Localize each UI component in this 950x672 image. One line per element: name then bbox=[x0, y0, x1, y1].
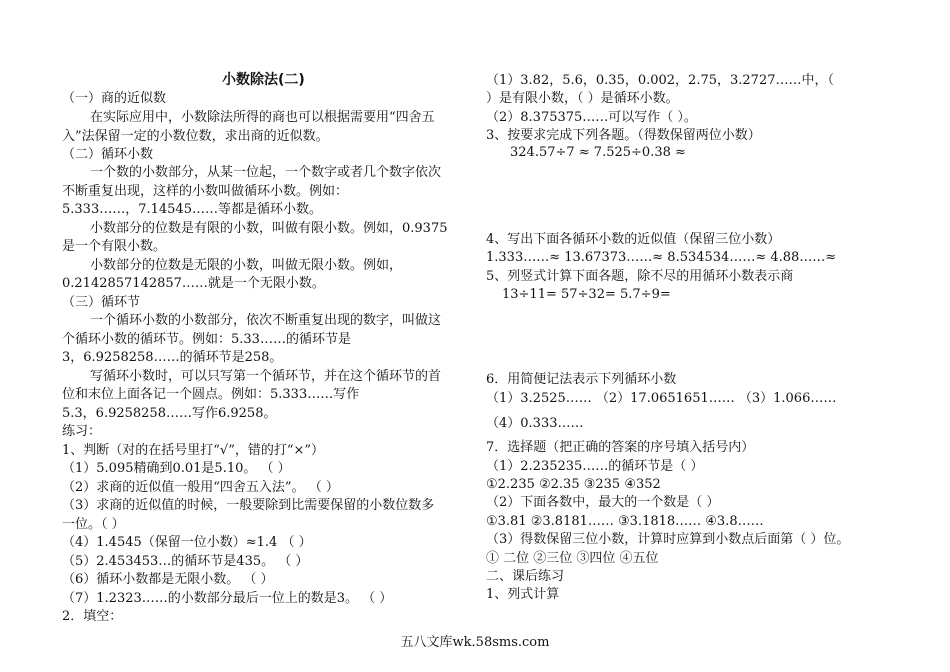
left-line: （2）求商的近似值一般用“四舍五入法”。 （ ） bbox=[62, 480, 339, 495]
left-line: 5.333……，7.14545……等都是循环小数。 bbox=[62, 202, 322, 217]
left-line: 2．填空： bbox=[62, 609, 123, 624]
left-line: 小数部分的位数是无限的小数，叫做无限小数。例如， bbox=[90, 258, 403, 273]
left-line: 入”法保留一定的小数位数，求出商的近似数。 bbox=[62, 129, 329, 144]
right-line: 二、课后练习 bbox=[486, 569, 565, 584]
right-line: ①3.81 ②3.8181…… ③3.1818…… ④3.8…… bbox=[486, 514, 764, 529]
left-line: （三）循环节 bbox=[62, 295, 141, 310]
right-line: 7．选择题（把正确的答案的序号填入括号内） bbox=[486, 440, 755, 455]
left-line: （5）2.453453…的循环节是435。 （ ） bbox=[62, 554, 309, 569]
right-line: （1）2.235235……的循环节是（ ） bbox=[486, 459, 704, 474]
left-line: （7）1.2323……的小数部分最后一位上的数是3。 （ ） bbox=[62, 591, 393, 606]
page-title: 小数除法(二) bbox=[222, 72, 305, 88]
left-line: 一个循环小数的小数部分，依次不断重复出现的数字，叫做这 bbox=[90, 313, 442, 328]
left-line: 1、判断（对的在括号里打“√”，错的打“×”） bbox=[62, 443, 325, 458]
right-line: 13÷11= 57÷32= 5.7÷9= bbox=[502, 287, 671, 302]
right-line: ①2.235 ②2.35 ③235 ④352 bbox=[486, 477, 661, 492]
left-line: 3，6.9258258……的循环节是258。 bbox=[62, 350, 283, 365]
left-line: 5.3，6.9258258……写作6.9258。 bbox=[62, 406, 277, 421]
left-line: 在实际应用中，小数除法所得的商也可以根据需要用“四舍五 bbox=[90, 110, 435, 125]
right-line: 5、列竖式计算下面各题，除不尽的用循环小数表示商 bbox=[486, 269, 794, 284]
left-line: 位和末位上面各记一个圆点。例如：5.333……写作 bbox=[62, 387, 360, 402]
right-line: （2）8.375375……可以写作（ ）。 bbox=[486, 110, 697, 125]
right-line: 4、写出下面各循环小数的近似值（保留三位小数） bbox=[486, 232, 781, 247]
right-line: ）是有限小数，（ ）是循环小数。 bbox=[486, 91, 679, 106]
left-line: （二）循环小数 bbox=[62, 147, 154, 162]
right-line: 1.333……≈ 13.67373……≈ 8.534534……≈ 4.88……≈ bbox=[486, 250, 837, 265]
left-line: 写循环小数时，可以只写第一个循环节，并在这个循环节的首 bbox=[90, 369, 442, 384]
left-line: 一个数的小数部分，从某一位起，一个数字或者几个数字依次 bbox=[90, 165, 442, 180]
left-line: 练习： bbox=[62, 424, 102, 439]
right-line: （3）得数保留三位小数，计算时应算到小数点后面第（ ）位。 bbox=[486, 532, 850, 547]
right-line: 324.57÷7 ≈ 7.525÷0.38 ≈ bbox=[510, 145, 686, 160]
left-line: 一位。（ ） bbox=[62, 517, 125, 532]
footer-watermark: 五八文库wk.58sms.com bbox=[400, 635, 550, 650]
left-line: 小数部分的位数是有限的小数，叫做有限小数。例如，0.9375 bbox=[90, 221, 448, 236]
left-line: 是一个有限小数。 bbox=[62, 239, 167, 254]
right-line: 6．用简便记法表示下列循环小数 bbox=[486, 372, 677, 387]
left-line: （3）求商的近似值的时候，一般要除到比需要保留的小数位数多 bbox=[62, 498, 435, 513]
left-line: 个循环小数的循环节。例如：5.33……的循环节是 bbox=[62, 332, 351, 347]
right-line: 1、列式计算 bbox=[486, 587, 560, 602]
right-line: （1）3.2525…… （2）17.0651651…… （3）1.066…… bbox=[486, 391, 837, 406]
left-line: （6）循环小数都是无限小数。 （ ） bbox=[62, 572, 274, 587]
right-line: （1）3.82，5.6，0.35，0.002，2.75，3.2727……中，（ bbox=[486, 73, 834, 88]
right-line: （4）0.333…… bbox=[486, 416, 584, 431]
left-line: （4）1.4545（保留一位小数）≈1.4 （ ） bbox=[62, 535, 312, 550]
left-line: （一）商的近似数 bbox=[62, 91, 167, 106]
right-line: 3、按要求完成下列各题。（得数保留两位小数） bbox=[486, 128, 761, 143]
left-line: 不断重复出现，这样的小数叫做循环小数。例如： bbox=[62, 184, 349, 199]
left-line: （1）5.095精确到0.01是5.10。 （ ） bbox=[62, 461, 291, 476]
right-line: （2）下面各数中，最大的一个数是（ ） bbox=[486, 495, 720, 510]
right-line: ① 二位 ②三位 ③四位 ④五位 bbox=[486, 551, 659, 566]
left-line: 0.2142857142857……就是一个无限小数。 bbox=[62, 276, 325, 291]
